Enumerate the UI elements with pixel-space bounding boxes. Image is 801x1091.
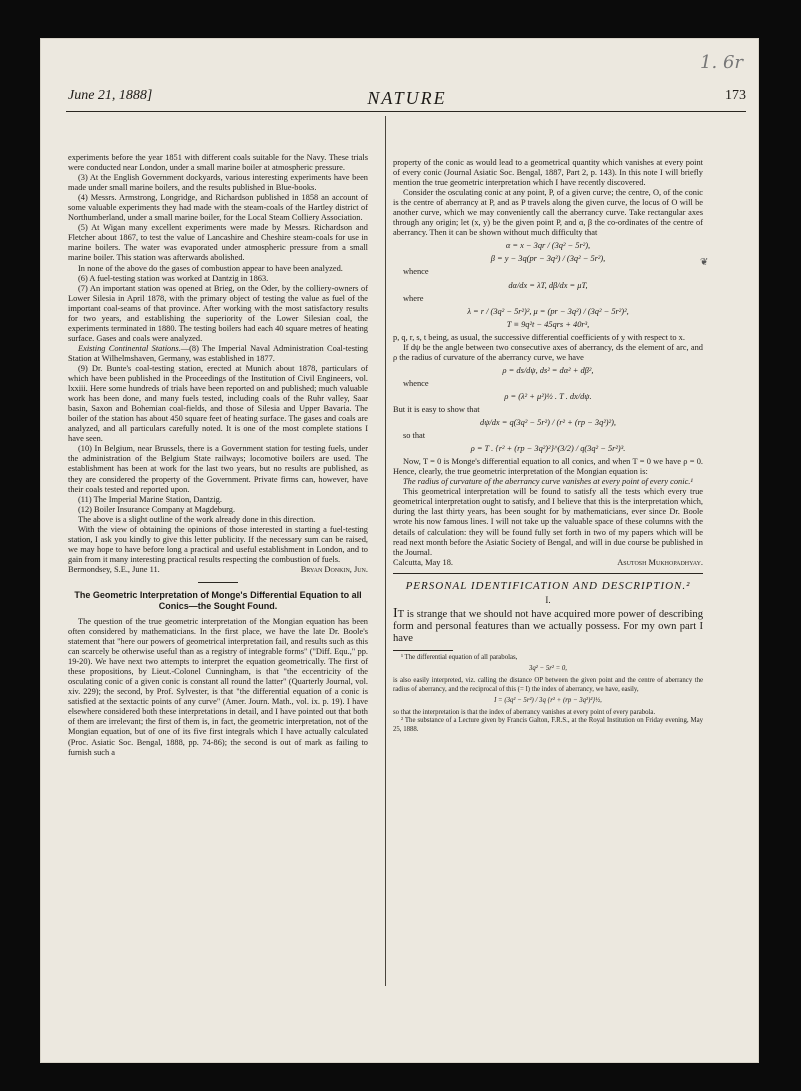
right-column	[393, 158, 703, 734]
section-rule	[198, 582, 238, 583]
journal-title: NATURE	[367, 88, 447, 108]
left-column	[68, 153, 368, 758]
text-label: so that	[403, 431, 426, 441]
paragraph: p, q, r, s, t being, as usual, the successive differential coefficients of y with respect to x.	[393, 332, 685, 342]
paragraph: The radius of curvature of the aberrancy curve vanishes at every point of every conic.¹	[403, 477, 693, 487]
signature-name: Bryan Donkin, Jun.	[300, 564, 368, 574]
paragraph: (11) The Imperial Marine Station, Dantzig.	[78, 494, 222, 504]
column-divider	[385, 116, 386, 986]
footnote-rule	[393, 650, 453, 651]
paragraph: Consider the osculating conic at any point, P, of a given curve; the centre, O, of the conic is the centre of aberrancy at P, and as P travels along the given curve, the locus of O will be another curve, which we may conveniently call the aberrancy curve. Take rectangular axes through any origin; let (x, y) be the given point P, and α, β the co-ordinates of the centre of aberrancy. Then it can be shown without much difficulty that	[393, 188, 703, 238]
equation: dψ/dx = q(3q² − 5r²) / (r² + (rp − 3q²)²),	[480, 418, 616, 428]
signature-name: Asutosh Mukhopadhyay.	[617, 557, 703, 567]
paragraph: experiments before the year 1851 with different coals suitable for the Navy. These trials were conducted near London, under a small marine boiler at atmospheric pressure.	[68, 153, 368, 173]
header-date: June 21, 1888]	[68, 88, 153, 103]
text-label: whence	[403, 378, 429, 388]
paragraph: (12) Boiler Insurance Company at Magdeburg.	[78, 504, 236, 514]
paragraph: The above is a slight outline of the work already done in this direction.	[78, 514, 316, 524]
paragraph: (10) In Belgium, near Brussels, there is a Government station for testing fuels, under the administration of the Belgium State railways; locomotive boilers are used. The establishment has been at work for the last two years, but no results are published, as they are considered the property of the Government. Private firms can, however, have their coals tested and reported upon.	[68, 444, 368, 494]
italic-heading: Existing Continental Stations.	[78, 343, 181, 353]
text-label: where	[403, 293, 424, 303]
paragraph: (3) At the English Government dockyards, various interesting experiments have been made under small marine boilers, and the results published in Blue-books.	[68, 173, 368, 193]
equation: β = y − 3q(pr − 3q²) / (3q² − 5r²),	[490, 254, 606, 264]
paragraph: (5) At Wigan many excellent experiments were made by Messrs. Richardson and Fletcher about 1867, to test the value of Lancashire and Cheshire steam-coals for use in marine boilers. The water was evaporated under atmospheric pressure from a small marine boiler. This station was afterwards abolished.	[68, 223, 368, 263]
page-header	[68, 88, 746, 110]
paragraph: (9) Dr. Bunte's coal-testing station, erected at Munich about 1878, particulars of which have been published in the Proceedings of the Institution of Civil Engineers, vol. lxxiii. Here some hundreds of trials have been reported on and published; much valuable work has been done, and many fuels tested, including coals of the Ruhr valley, Saar basin, Saxon and Bohemian coal-fields, and those of Silesia and Upper Bavaria. The boiler of the station has about 450 square feet of heating surface. The gases and coals are analyzed, and all particulars carefully noted. It is one of the most complete stations I have seen.	[68, 363, 368, 444]
signature-line	[68, 565, 368, 575]
paragraph: Now, T = 0 is Monge's differential equation to all conics, and when T = 0 we have ρ = 0. Hence, clearly, the true geometric interpretation of the Mongian equation is:	[393, 457, 703, 477]
equation: α = x − 3qr / (3q² − 5r²),	[505, 241, 591, 251]
equation: I = (3q² − 5r²) / 3q {r² + (rp − 3q²)²}½,	[494, 697, 602, 705]
section-rule	[393, 573, 703, 574]
paragraph: (6) A fuel-testing station was worked at Dantzig in 1863.	[78, 273, 269, 283]
paragraph: (4) Messrs. Armstrong, Longridge, and Richardson published in 1858 an account of some valuable experiments they had made with the steam-coals of the Hartley district of Northumberland, under a small marine boiler, for the Local Steam Colliery Association.	[68, 193, 368, 223]
paragraph: Existing Continental Stations.—(8) The Imperial Naval Administration Coal-testing Station at Wilhelmshaven, Germany, was established in 1877.	[68, 343, 368, 363]
paragraph: The question of the true geometric interpretation of the Mongian equation has been often considered by mathematicians. In the first place, we have the late Dr. Boole's statement that "here our powers of geometrical interpretation fail, and results such as this can scarcely be otherwise useful than as a registry of integrable forms" ("Diff. Equ.," pp. 19-20). We have next two attempts to interpret the equation geometrically. The first of these propositions, by Lieut.-Colonel Cunningham, is that "the eccentricity of the osculating conic of a given conic is constant all round the latter" (Quarterly Journal, vol. xiv. 229); the second, by Prof. Sylvester, is that "the differential equation of a conic is satisfied at the sextactic points of any curve" (Amer. Journ. Math., vol. ix. p. 19). I have elsewhere considered both these interpretations in detail, and I have pointed out that both of them are irrelevant; the first of them is, in fact, the geometric interpretation, not of the Mongian equation, but of one of its five first integrals which I have actually calculated (Proc. Asiatic Soc. Bengal, 1888, pp. 74-86); the second is out of mark as failing to furnish such a	[68, 616, 368, 757]
equation: ρ = ds/dψ, ds² = dα² + dβ²,	[502, 365, 594, 375]
section-heading: The Geometric Interpretation of Monge's Differential Equation to all Conics—the Sought Found.	[74, 589, 362, 611]
equation: 3q² − 5r² = 0,	[529, 665, 567, 673]
paragraph: But it is easy to show that	[393, 404, 480, 414]
article-heading: PERSONAL IDENTIFICATION AND DESCRIPTION.²	[405, 579, 691, 592]
page-number: 173	[725, 88, 746, 103]
footnote: is also easily interpreted, viz. calling the distance OP between the given point and the centre of aberrancy the radius of aberrancy, and the reciprocal of this (= I) the index of aberrancy, we have, easily,	[393, 676, 703, 693]
paragraph: This geometrical interpretation will be found to satisfy all the tests which every true geometrical interpretation ought to satisfy, and I believe that this is the interpretation which, during the last thirty years, has been sought for by mathematicians, ever since Dr. Boole wrote his now famous lines. I will not take up the valuable space of these columns with the details of calculation: they will be found fully set forth in two of my papers which will be read next month before the Asiatic Society of Bengal, and will in due course be published in the Journal.	[393, 487, 703, 557]
paragraph: If dψ be the angle between two consecutive axes of aberrancy, ds the element of arc, and ρ the radius of curvature of the aberrancy curve, we have	[393, 342, 703, 362]
footnotes	[393, 654, 703, 735]
margin-mark: ❦	[700, 257, 709, 268]
signature-place: Calcutta, May 18.	[393, 557, 454, 567]
signature-place: Bermondsey, S.E., June 11.	[68, 564, 160, 574]
paragraph: With the view of obtaining the opinions of those interested in starting a fuel-testing station, I ask you kindly to give this letter publicity. If the necessary sum can be raised, we may hope to have before long a practical and useful establishment in London, and to gain from it many interesting practical results respecting the combustion of fuels.	[68, 524, 368, 564]
paragraph: In none of the above do the gases of combustion appear to have been analyzed.	[78, 263, 343, 273]
handwritten-annotation: 1. 6r	[700, 52, 743, 73]
paragraph: IT is strange that we should not have acquired more power of describing form and personal features than we actually possess. For my own part I have	[393, 605, 703, 644]
equation: T ≡ 9q²t − 45qrs + 40r³,	[506, 319, 590, 329]
footnote: ¹ The differential equation of all parabolas,	[401, 653, 518, 661]
header-rule	[66, 111, 746, 112]
drop-cap: I	[393, 605, 398, 621]
footnote: so that the interpretation is that the index of aberrancy vanishes at every point of every parabola.	[393, 708, 656, 716]
equation: λ = r / (3q² − 5r²)², μ = (pr − 3q²) / (3q² − 5r²)²,	[467, 306, 629, 316]
footnote: ² The substance of a Lecture given by Francis Galton, F.R.S., at the Royal Institution on Friday evening, May 25, 1888.	[393, 717, 703, 733]
paragraph: (7) An important station was opened at Brieg, on the Oder, by the colliery-owners of Lower Silesia in April 1878, with the primary object of testing the value as fuel of the important coal-seams of that province. After working with the most satisfactory results for two years, and establishing the superiority of the Lower Silesian coal, the experiments terminated in 1880. The testing boilers had each 40 square metres of heating surface. Gases and coals were analyzed.	[68, 283, 368, 343]
text-label: whence	[403, 267, 429, 277]
paragraph: property of the conic as would lead to a geometrical quantity which vanishes at every point of every conic (Journal Asiatic Soc. Bengal, 1887, Part 2, p. 143). In this note I will briefly mention the true geometric interpretation which I have recently discovered.	[393, 158, 703, 188]
equation: dα/dx = λT, dβ/dx = μT,	[508, 280, 588, 290]
signature-line	[393, 558, 703, 568]
section-number: I.	[545, 594, 551, 605]
equation: ρ = T . {r² + (rp − 3q²)²}^(3/2) / q(3q² − 5r²)³.	[470, 444, 626, 454]
equation: ρ = (λ² + μ²)½ . T . dx/dψ.	[504, 391, 592, 401]
